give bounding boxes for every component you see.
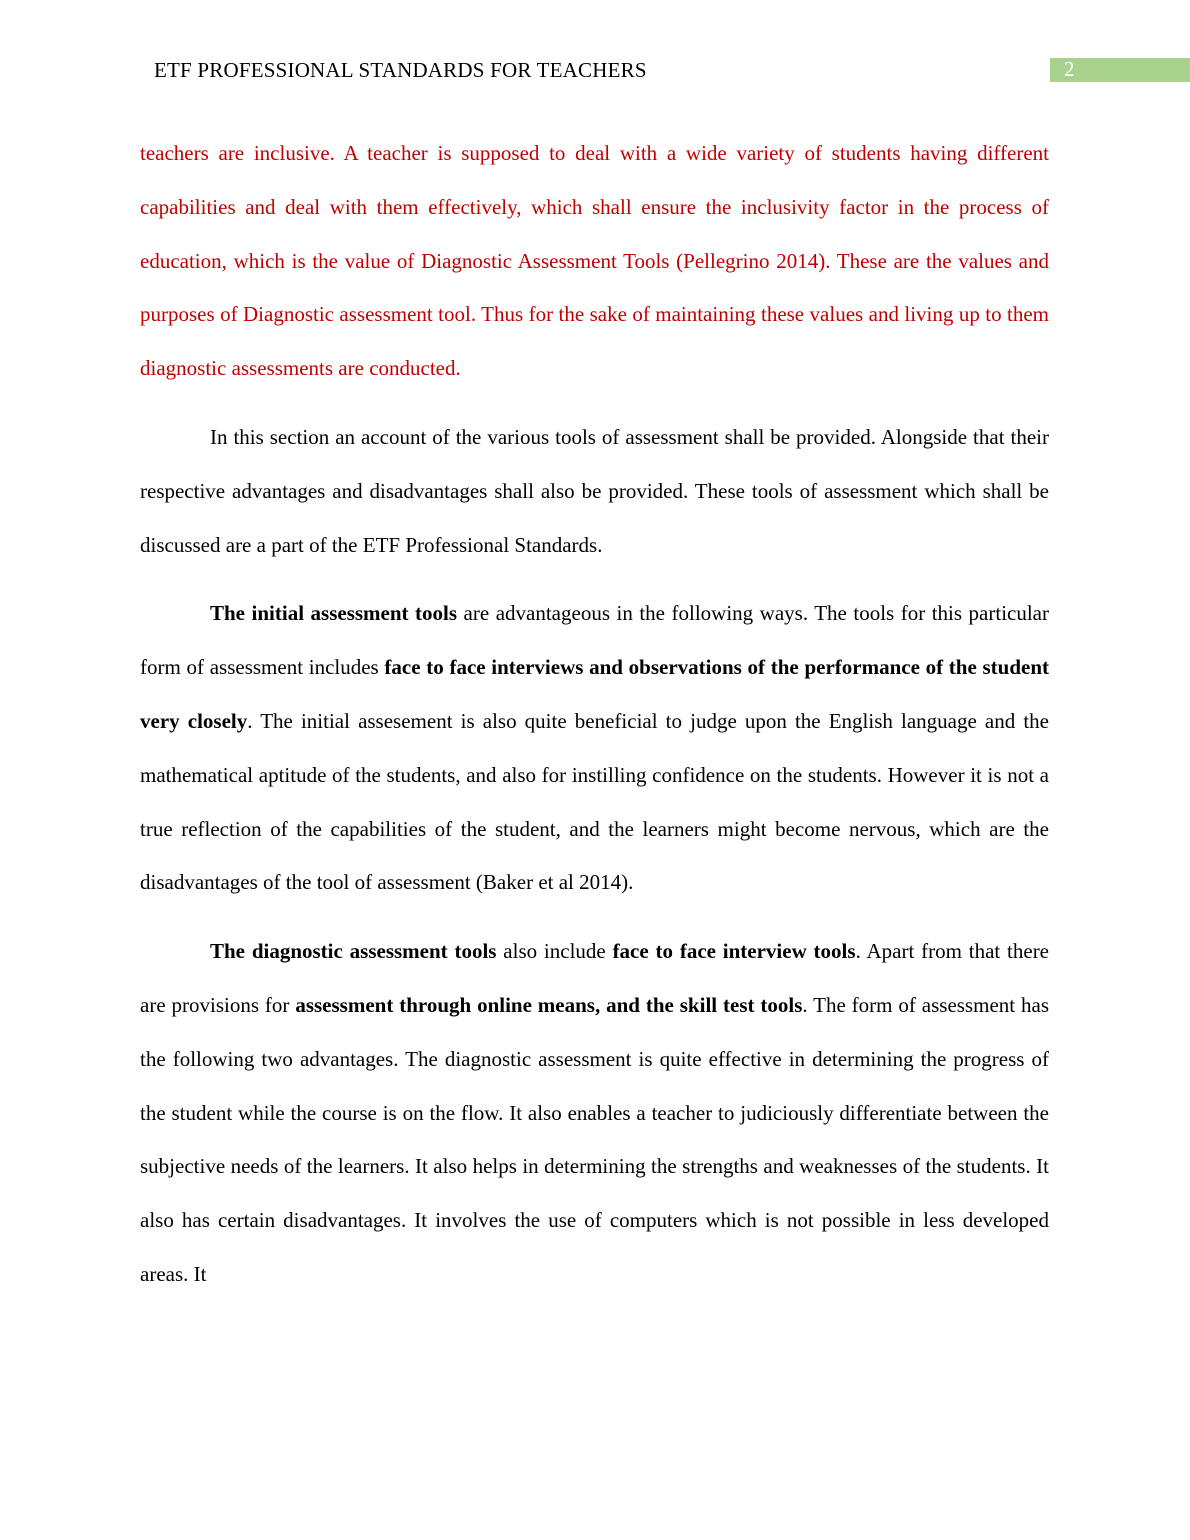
bold-interview-tools: face to face interview tools bbox=[612, 939, 856, 964]
bold-interviews-observations: face to face interviews and observations of the performance of the student very closely bbox=[140, 655, 1049, 733]
paragraph-inclusivity: teachers are inclusive. A teacher is supposed to deal with a wide variety of students having different capabilities and deal with them effectively, which shall ensure the inclusivity factor in the process of education, which is the value of Diagnostic Assessment Tools (Pellegrino 2014). These are the values and purposes of Diagnostic assessment tool. Thus for the sake of maintaining these values and living up to them diagnostic assessments are conducted. bbox=[140, 141, 1049, 381]
text-run: . The form of assessment has the following two advantages. The diagnostic assessment is quite effective in determining the progress of the student while the course is on the flow. It also enables a teacher to judiciously differentiate between the subjective needs of the learners. It also helps in determining the strengths and weaknesses of the students. It also has certain disadvantages. It involves the use of computers which is not possible in less developed areas. It bbox=[140, 992, 1049, 1286]
running-header-title: ETF PROFESSIONAL STANDARDS FOR TEACHERS bbox=[154, 58, 647, 82]
document-body bbox=[140, 127, 1049, 1302]
text-run: are advantageous in the following ways. The tools for this particular form of assessment includes bbox=[140, 601, 1049, 680]
paragraph-section-intro: In this section an account of the various tools of assessment shall be provided. Alongside that their respective advantages and disadvantages shall also be provided. These tools of assessment which shall be discussed are a part of the ETF Professional Standards. bbox=[140, 424, 1049, 557]
bold-initial-assessment-tools: The initial assessment tools bbox=[210, 601, 458, 626]
paragraph-initial-assessment bbox=[140, 587, 1049, 910]
page-number-bar bbox=[1050, 58, 1190, 82]
bold-online-skill-test: assessment through online means, and the skill test tools bbox=[295, 992, 803, 1017]
text-run: also include bbox=[496, 939, 613, 964]
text-run: . The initial assesement is also quite beneficial to judge upon the English language and the mathematical aptitude of the students, and also for instilling confidence on the students. However it is not a true reflection of the capabilities of the student, and the learners might become nervous, which are the disadvantages of the tool of assessment (Baker et al 2014). bbox=[140, 708, 1049, 895]
text-run: . Apart from that there are provisions for bbox=[140, 939, 1050, 1017]
paragraph-diagnostic-assessment bbox=[140, 925, 1049, 1302]
page-number: 2 bbox=[1064, 57, 1075, 81]
bold-diagnostic-assessment-tools: The diagnostic assessment tools bbox=[210, 939, 497, 964]
